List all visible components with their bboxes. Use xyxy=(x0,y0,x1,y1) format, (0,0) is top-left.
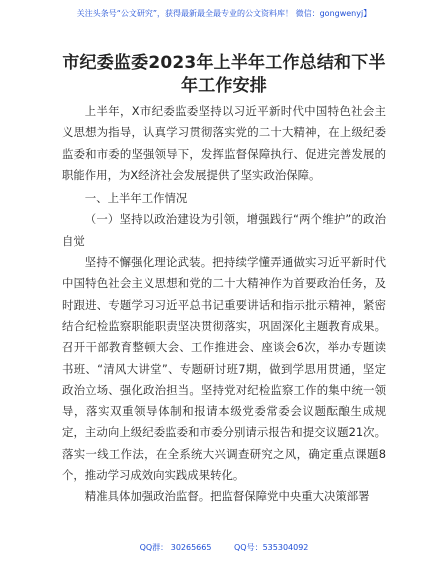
footer-contact xyxy=(0,542,448,554)
document-body xyxy=(62,101,386,508)
promo-banner: 关注头条号“公文研究”，获得最新最全最专业的公文资料库！ 微信：gongwenyj】 xyxy=(76,9,372,18)
body-paragraph: 精准具体加强政治监督。把监督保障党中央重大决策部署 xyxy=(84,489,370,504)
section-heading: 一、上半年工作情况 xyxy=(84,191,188,206)
intro-paragraph: 上半年，X市纪委监委坚持以习近平新时代中国特色社会主义思想为指导，认真学习贯彻落实党的二十大精神，在上级纪委监委和市委的坚强领导下，发挥监督保障执行、促进完善发展的职能作用，为X经济社会发展提供了坚实政治保障。 xyxy=(62,104,386,182)
subsection-heading: （一）坚持以政治建设为引领，增强践行“两个维护”的政治自觉 xyxy=(62,212,386,248)
qq-number-label: QQ号：535304092 xyxy=(234,543,309,552)
body-paragraph: 坚持不懈强化理论武装。把持续学懂弄通做实习近平新时代中国特色社会主义思想和党的二十大精神作为首要政治任务，及时跟进、专题学习习近平总书记重要讲话和指示批示精神，紧密结合纪检监察职能职责坚决贯彻落实，巩固深化主题教育成果。召开干部教育整顿大会、工作推进会、座谈会6次，举办专题读书班、“清风大讲堂”、专题研讨班7期，做到学思用贯通，坚定政治立场、强化政治担当。坚持党对纪检监察工作的集中统一领导，落实双重领导体制和报请本级党委常委会议题酝酿生成规定，主动向上级纪委监委和市委分别请示报告和提交议题21次。落实一线工作法，在全系统大兴调查研究之风，确定重点课题8个，推动学习成效向实践成果转化。 xyxy=(62,255,386,483)
document-title: 市纪委监委2023年上半年工作总结和下半年工作安排 xyxy=(62,53,386,96)
qq-group-label: QQ群： 30265665 xyxy=(139,543,212,552)
